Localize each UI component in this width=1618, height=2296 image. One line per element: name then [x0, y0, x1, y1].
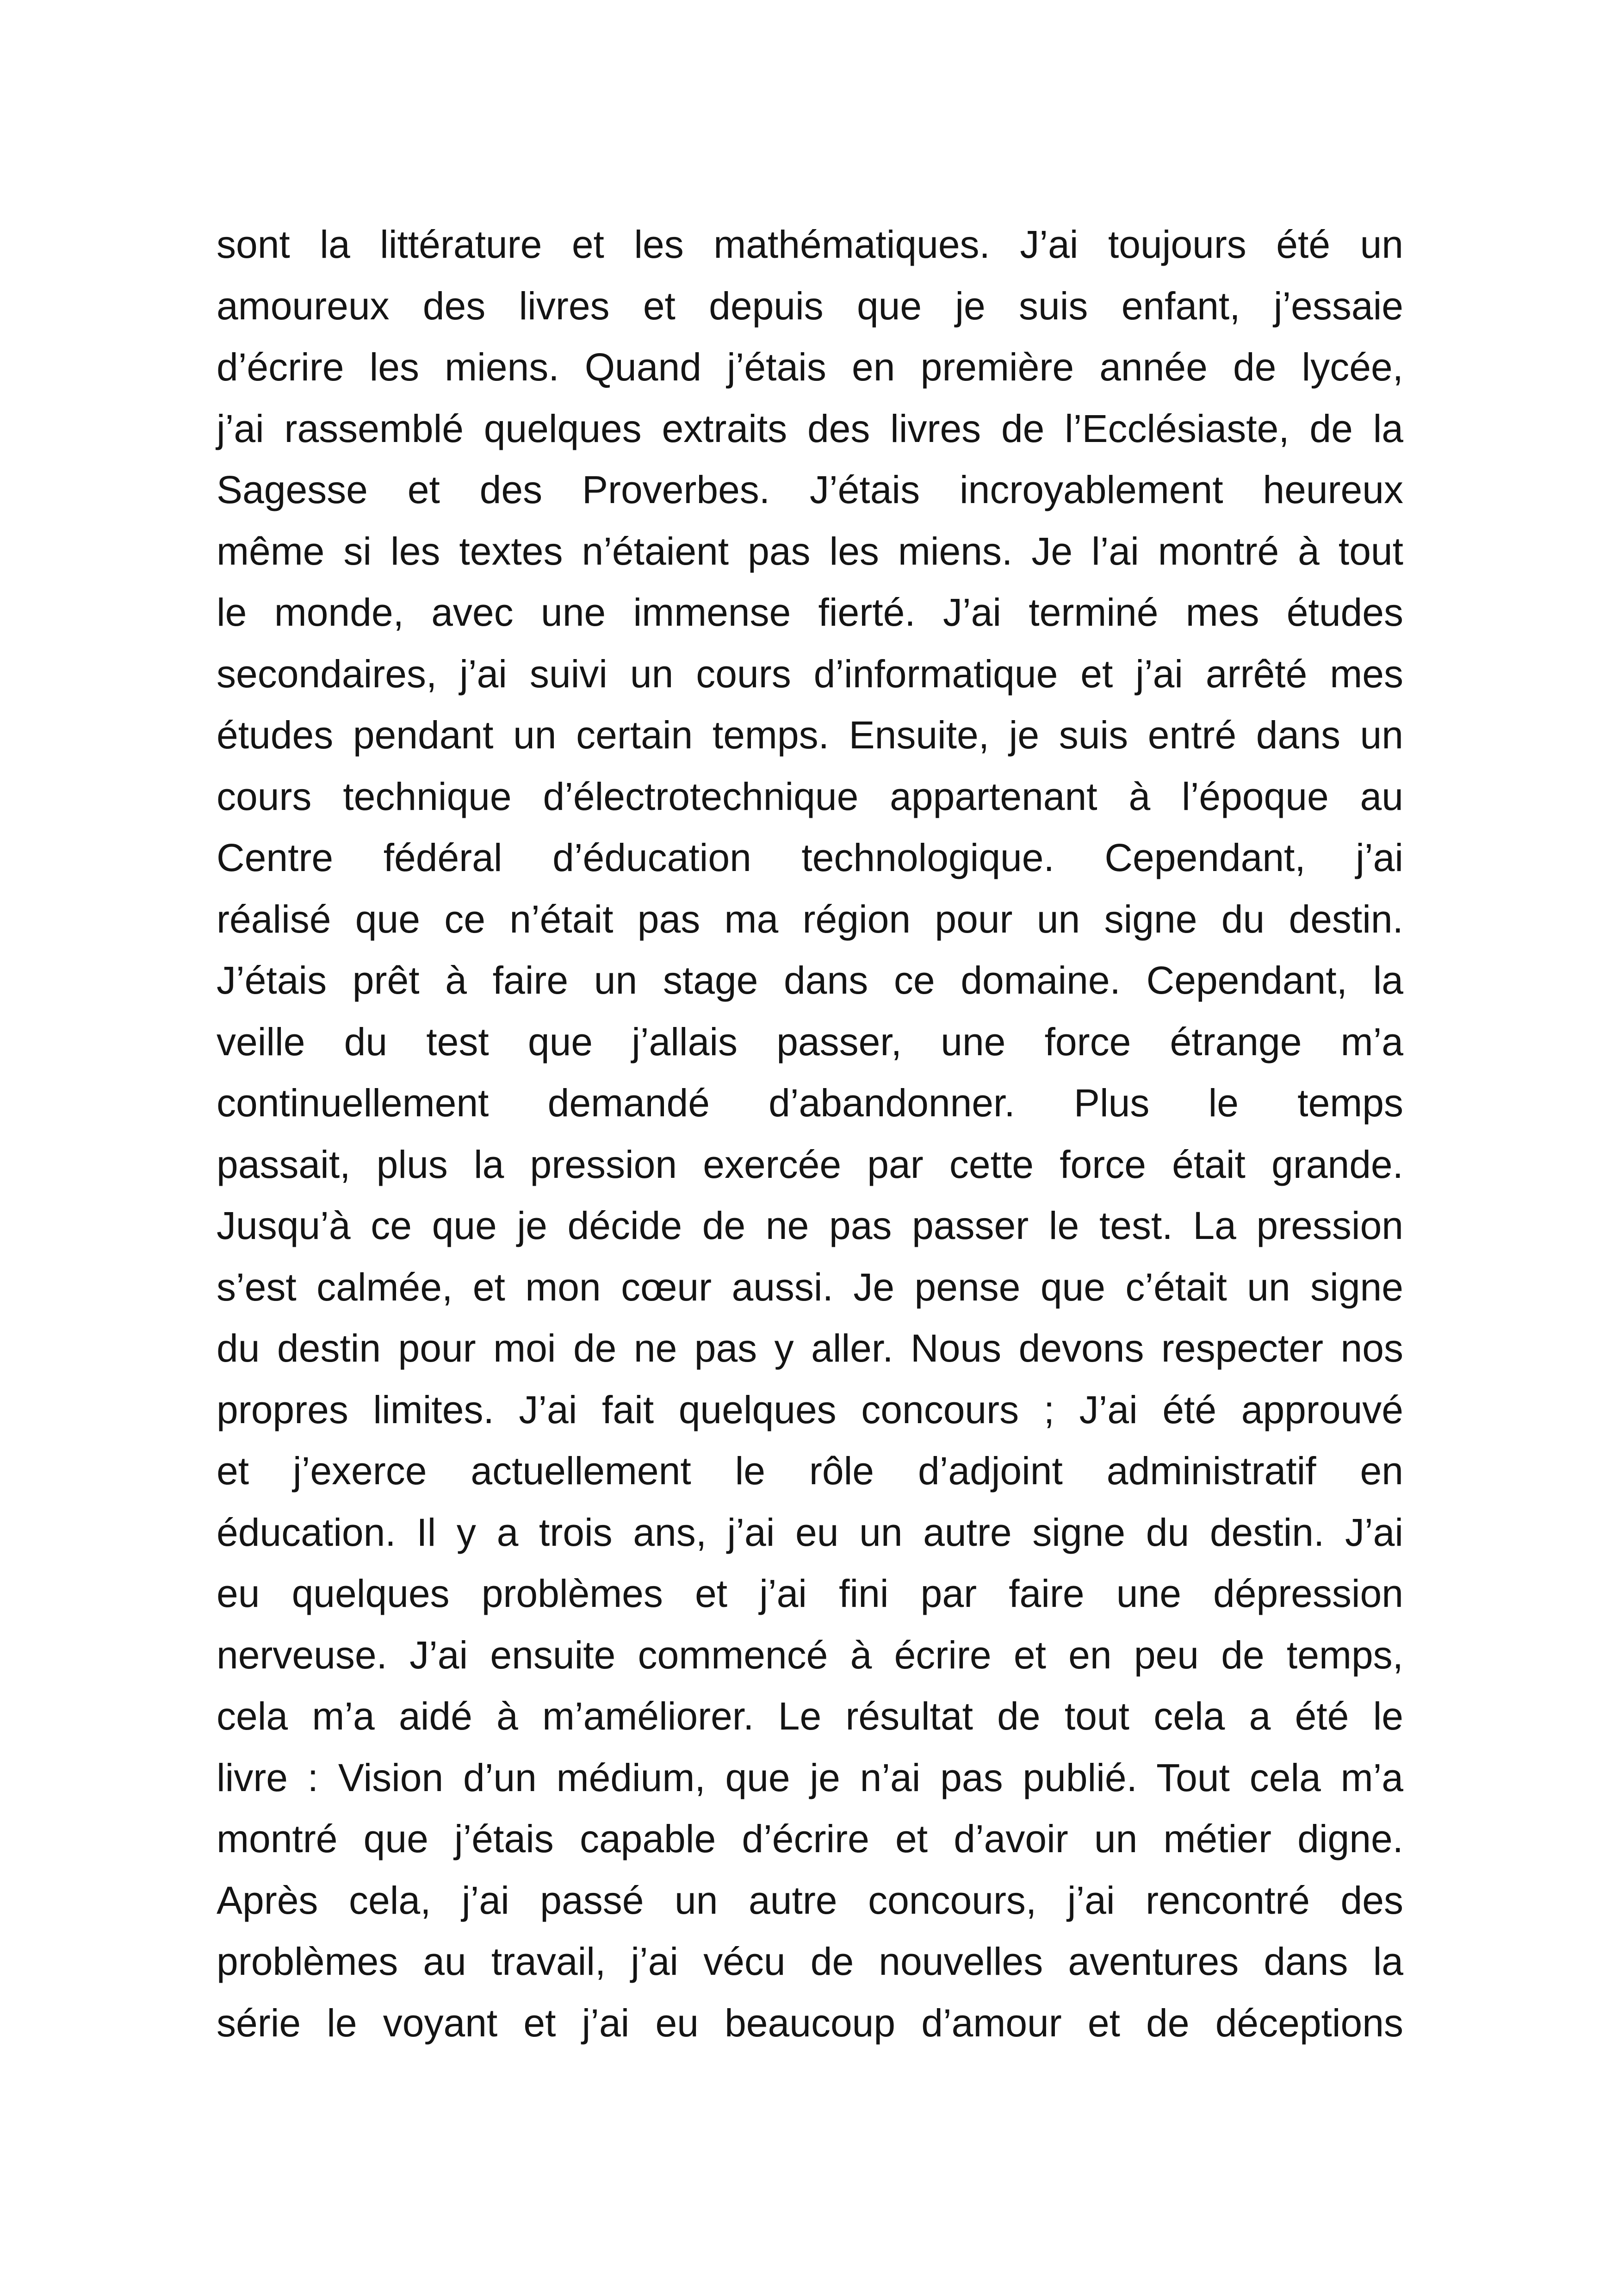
- text-line: J’étais prêt à faire un stage dans ce domaine. Cependant, la: [217, 958, 1403, 1002]
- text-line: du destin pour moi de ne pas y aller. Nous devons respecter nos: [217, 1326, 1403, 1370]
- text-line: Sagesse et des Proverbes. J’étais incroyablement heureux: [217, 468, 1403, 511]
- text-line: Jusqu’à ce que je décide de ne pas passer le test. La pression: [217, 1204, 1403, 1247]
- text-line: études pendant un certain temps. Ensuite, je suis entré dans un: [217, 713, 1403, 757]
- text-line: d’écrire les miens. Quand j’étais en première année de lycée,: [217, 345, 1403, 389]
- text-line: montré que j’étais capable d’écrire et d’avoir un métier digne.: [217, 1817, 1403, 1860]
- text-line: veille du test que j’allais passer, une force étrange m’a: [217, 1020, 1403, 1064]
- text-line: le monde, avec une immense fierté. J’ai terminé mes études: [217, 591, 1403, 634]
- body-paragraph: [217, 214, 1403, 2053]
- text-line: Après cela, j’ai passé un autre concours, j’ai rencontré des: [217, 1878, 1403, 1922]
- text-line: passait, plus la pression exercée par cette force était grande.: [217, 1142, 1403, 1186]
- text-line: eu quelques problèmes et j’ai fini par faire une dépression: [217, 1572, 1403, 1615]
- text-line: Centre fédéral d’éducation technologique. Cependant, j’ai: [217, 836, 1403, 879]
- text-line: éducation. Il y a trois ans, j’ai eu un autre signe du destin. J’ai: [217, 1510, 1403, 1554]
- text-line: cours technique d’électrotechnique appartenant à l’époque au: [217, 774, 1403, 818]
- text-line: secondaires, j’ai suivi un cours d’informatique et j’ai arrêté mes: [217, 652, 1403, 696]
- text-line: livre : Vision d’un médium, que je n’ai pas publié. Tout cela m’a: [217, 1755, 1403, 1799]
- text-line: problèmes au travail, j’ai vécu de nouvelles aventures dans la: [217, 1940, 1403, 1983]
- text-line: même si les textes n’étaient pas les miens. Je l’ai montré à tout: [217, 529, 1403, 573]
- text-line: et j’exerce actuellement le rôle d’adjoint administratif en: [217, 1449, 1403, 1493]
- text-line: amoureux des livres et depuis que je suis enfant, j’essaie: [217, 284, 1403, 328]
- text-line: propres limites. J’ai fait quelques concours ; J’ai été approuvé: [217, 1388, 1403, 1431]
- text-line: j’ai rassemblé quelques extraits des livres de l’Ecclésiaste, de la: [217, 406, 1403, 450]
- text-line: nerveuse. J’ai ensuite commencé à écrire et en peu de temps,: [217, 1633, 1403, 1677]
- text-line: série le voyant et j’ai eu beaucoup d’amour et de déceptions: [217, 2001, 1403, 2045]
- text-line: s’est calmée, et mon cœur aussi. Je pense que c’était un signe: [217, 1265, 1403, 1309]
- text-line: continuellement demandé d’abandonner. Plus le temps: [217, 1081, 1403, 1125]
- text-line: sont la littérature et les mathématiques. J’ai toujours été un: [217, 223, 1403, 266]
- text-line: réalisé que ce n’était pas ma région pour un signe du destin.: [217, 897, 1403, 941]
- text-line: cela m’a aidé à m’améliorer. Le résultat de tout cela a été le: [217, 1694, 1403, 1738]
